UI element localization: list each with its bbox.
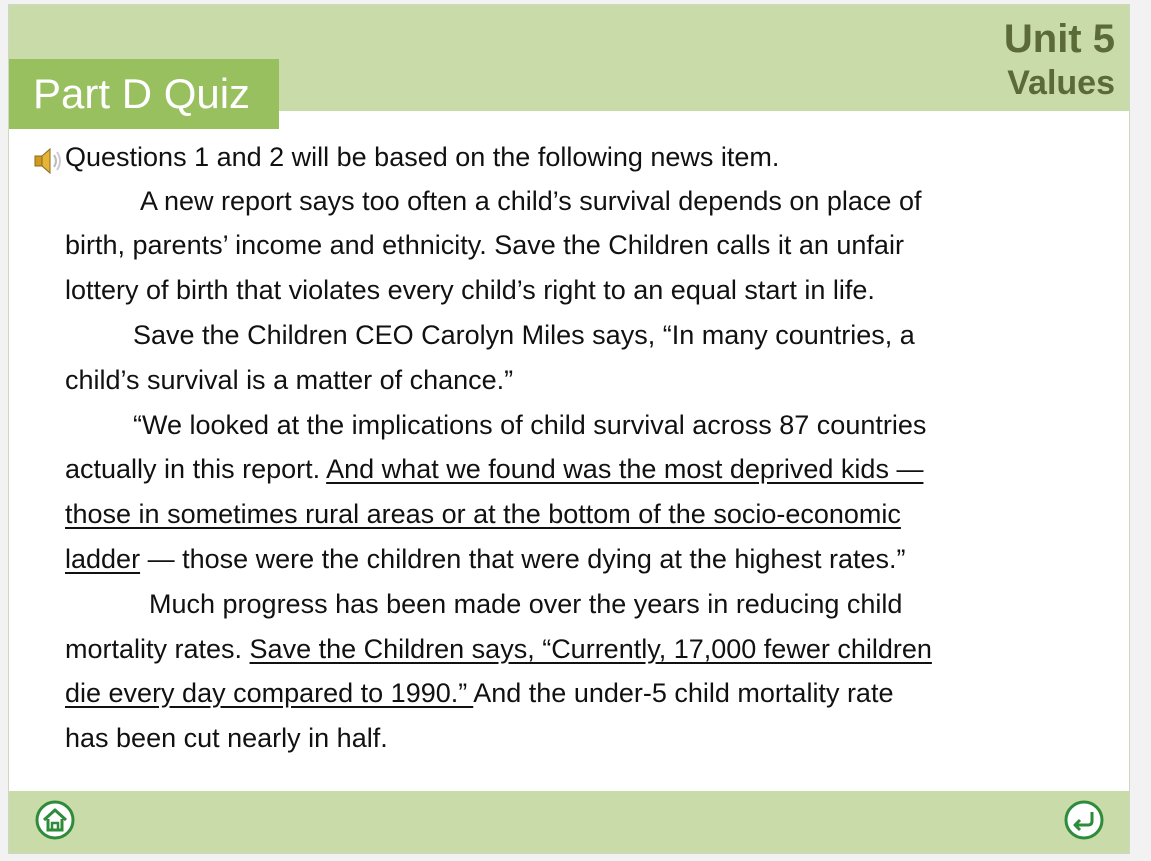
passage-line (65, 229, 904, 261)
passage-line (65, 364, 513, 396)
underlined-segment: And what we found was the most deprived kids — (326, 454, 924, 484)
text-segment: Save the Children CEO Carolyn Miles says, “In many countries, a (133, 320, 915, 350)
passage-line (65, 498, 901, 530)
unit-block (1004, 15, 1115, 103)
unit-name: Values (1007, 64, 1115, 102)
passage-line (65, 677, 893, 709)
text-segment: birth, parents’ income and ethnicity. Save the Children calls it an unfair (65, 230, 904, 260)
unit-number: Unit 5 (1003, 17, 1115, 61)
underlined-segment: those in sometimes rural areas or at the bottom of the socio-economic (65, 499, 901, 529)
passage-line (149, 588, 902, 620)
underlined-segment: die every day compared to 1990.” (65, 678, 474, 708)
underlined-segment: Save the Children says, “Currently, 17,000 fewer children (249, 634, 932, 664)
slide (8, 4, 1130, 854)
speaker-icon[interactable] (31, 144, 65, 178)
passage-line (65, 274, 875, 306)
passage-line (133, 319, 915, 351)
text-segment: actually in this report. (65, 454, 327, 484)
passage-line (65, 453, 923, 485)
passage-line (133, 409, 926, 441)
text-segment: And the under-5 child mortality rate (473, 678, 894, 708)
part-title: Part D Quiz (9, 59, 279, 129)
underlined-segment: ladder (65, 544, 141, 574)
return-icon[interactable] (1063, 799, 1105, 841)
passage-line (65, 633, 932, 665)
intro-text: Questions 1 and 2 will be based on the following news item. (65, 142, 780, 172)
text-segment: lottery of birth that violates every child’s right to an equal start in life. (65, 275, 875, 305)
passage-line (65, 543, 905, 575)
text-segment: Much progress has been made over the years in reducing child (149, 589, 903, 619)
text-segment: “We looked at the implications of child survival across 87 countries (133, 410, 927, 440)
home-icon[interactable] (34, 799, 76, 841)
text-segment: has been cut nearly in half. (65, 723, 388, 753)
text-segment: — those were the children that were dying at the highest rates.” (140, 544, 906, 574)
text-segment: child’s survival is a matter of chance.” (65, 365, 514, 395)
text-segment: mortality rates. (65, 634, 250, 664)
passage-line (140, 185, 921, 217)
text-segment: A new report says too often a child’s survival depends on place of (140, 186, 922, 216)
passage-line (65, 722, 388, 754)
footer-band (9, 791, 1129, 853)
